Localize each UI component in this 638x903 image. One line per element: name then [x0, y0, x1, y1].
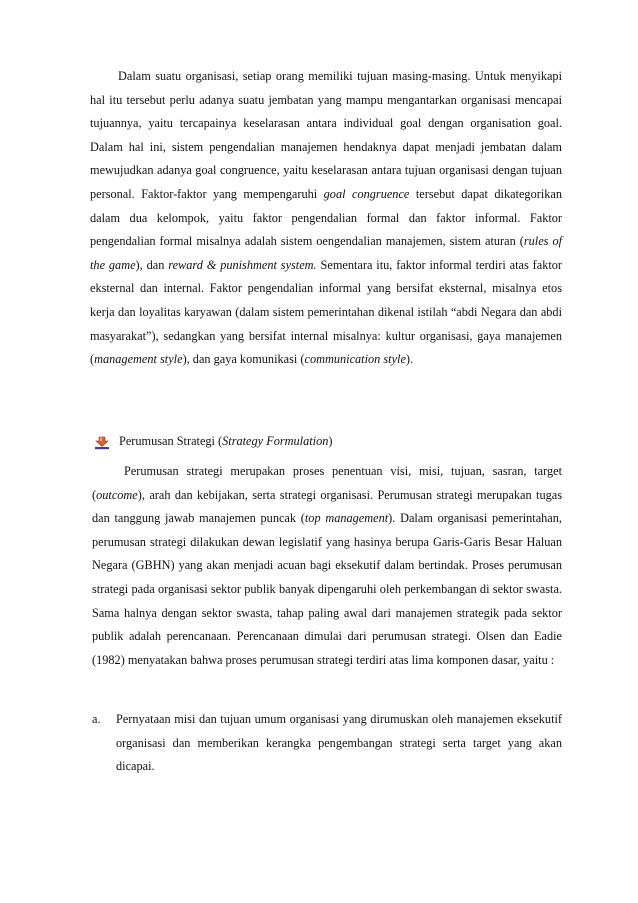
text-run: Perumusan strategi merupakan proses penentuan visi, misi, tujuan, sasran, target (	[92, 464, 562, 502]
text-run: tersebut dapat dikategorikan dalam dua kelompok, yaitu faktor pengendalian formal dan faktor informal. Faktor pengendalian formal misalnya adalah sistem oengendalian manajemen, sistem aturan (	[90, 186, 562, 249]
text-run: ).	[405, 352, 414, 367]
text-run: ), arah dan kebijakan, serta strategi organisasi. Perumusan strategi merupakan tugas dan tanggung jawab manajemen puncak (	[92, 487, 562, 526]
italic-term: reward & punishment system.	[168, 257, 317, 272]
heading-text: Perumusan Strategi (Strategy Formulation)	[119, 434, 333, 448]
italic-term: management style	[94, 352, 183, 367]
italic-term: top management	[304, 511, 389, 526]
paragraph-strategy-formulation	[92, 460, 562, 672]
italic-term: rules of the game	[90, 234, 563, 272]
paragraph-goal-congruence	[90, 65, 562, 372]
text-run: ). Dalam organisasi pemerintahan, perumusan strategi dilakukan dewan legislatif yang hasinya berupa Garis-Garis Besar Haluan Negara (GBHN) yang akan menjadi acuan bagi eksekutif dalam bertindak. Proses perumusan strategi pada organisasi sektor publik banyak dipengaruhi oleh perkembangan di sektor swasta. Sama halnya dengan sektor swasta, tahap paling awal dari manajemen strategik pada sektor publik adalah perencanaan. Perencanaan dimulai dari perumusan strategi. Olsen dan Eadie (1982) menyatakan bahwa proses perumusan strategi terdiri atas lima komponen dasar, yaitu :	[92, 511, 562, 667]
bullet-arrow-icon	[94, 434, 110, 448]
text-run: Sementara itu, faktor informal terdiri atas faktor eksternal dan internal. Faktor pengendalian informal yang bersifat eksternal, misalnya etos kerja dan loyalitas karyawan (dalam sistem pemerintahan dikenal istilah “abdi Negara dan abdi masyarakat”), sedangkan yang bersifat internal misalnya: kultur organisasi, gaya manajemen (	[90, 257, 563, 367]
list-item	[92, 708, 562, 779]
italic-term: communication style	[304, 352, 406, 367]
list-marker: a.	[92, 712, 101, 726]
italic-term: outcome	[96, 487, 138, 502]
text-run: ), dan gaya komunikasi (	[182, 352, 305, 367]
text-run: ), dan	[135, 257, 169, 272]
text-run: Dalam suatu organisasi, setiap orang memiliki tujuan masing-masing. Untuk menyikapi hal itu tersebut perlu adanya suatu jembatan yang mampu mengantarkan organisasi mencapai tujuannya, yaitu tercapainya keselarasan antara individual goal dengan organisation goal. Dalam hal ini, sistem pengendalian manajemen hendaknya dapat menjadi jembatan dalam mewujudkan adanya goal congruence, yaitu keselarasan antara tujuan organisasi dengan tujuan personal. Faktor-faktor yang mempengaruhi	[90, 69, 562, 201]
list-item-text: Pernyataan misi dan tujuan umum organisasi yang dirumuskan oleh manajemen eksekutif organisasi dan memberikan kerangka pengembangan strategi serta target yang akan dicapai.	[116, 712, 562, 774]
section-heading	[94, 429, 564, 453]
italic-term: goal congruence	[323, 186, 410, 201]
